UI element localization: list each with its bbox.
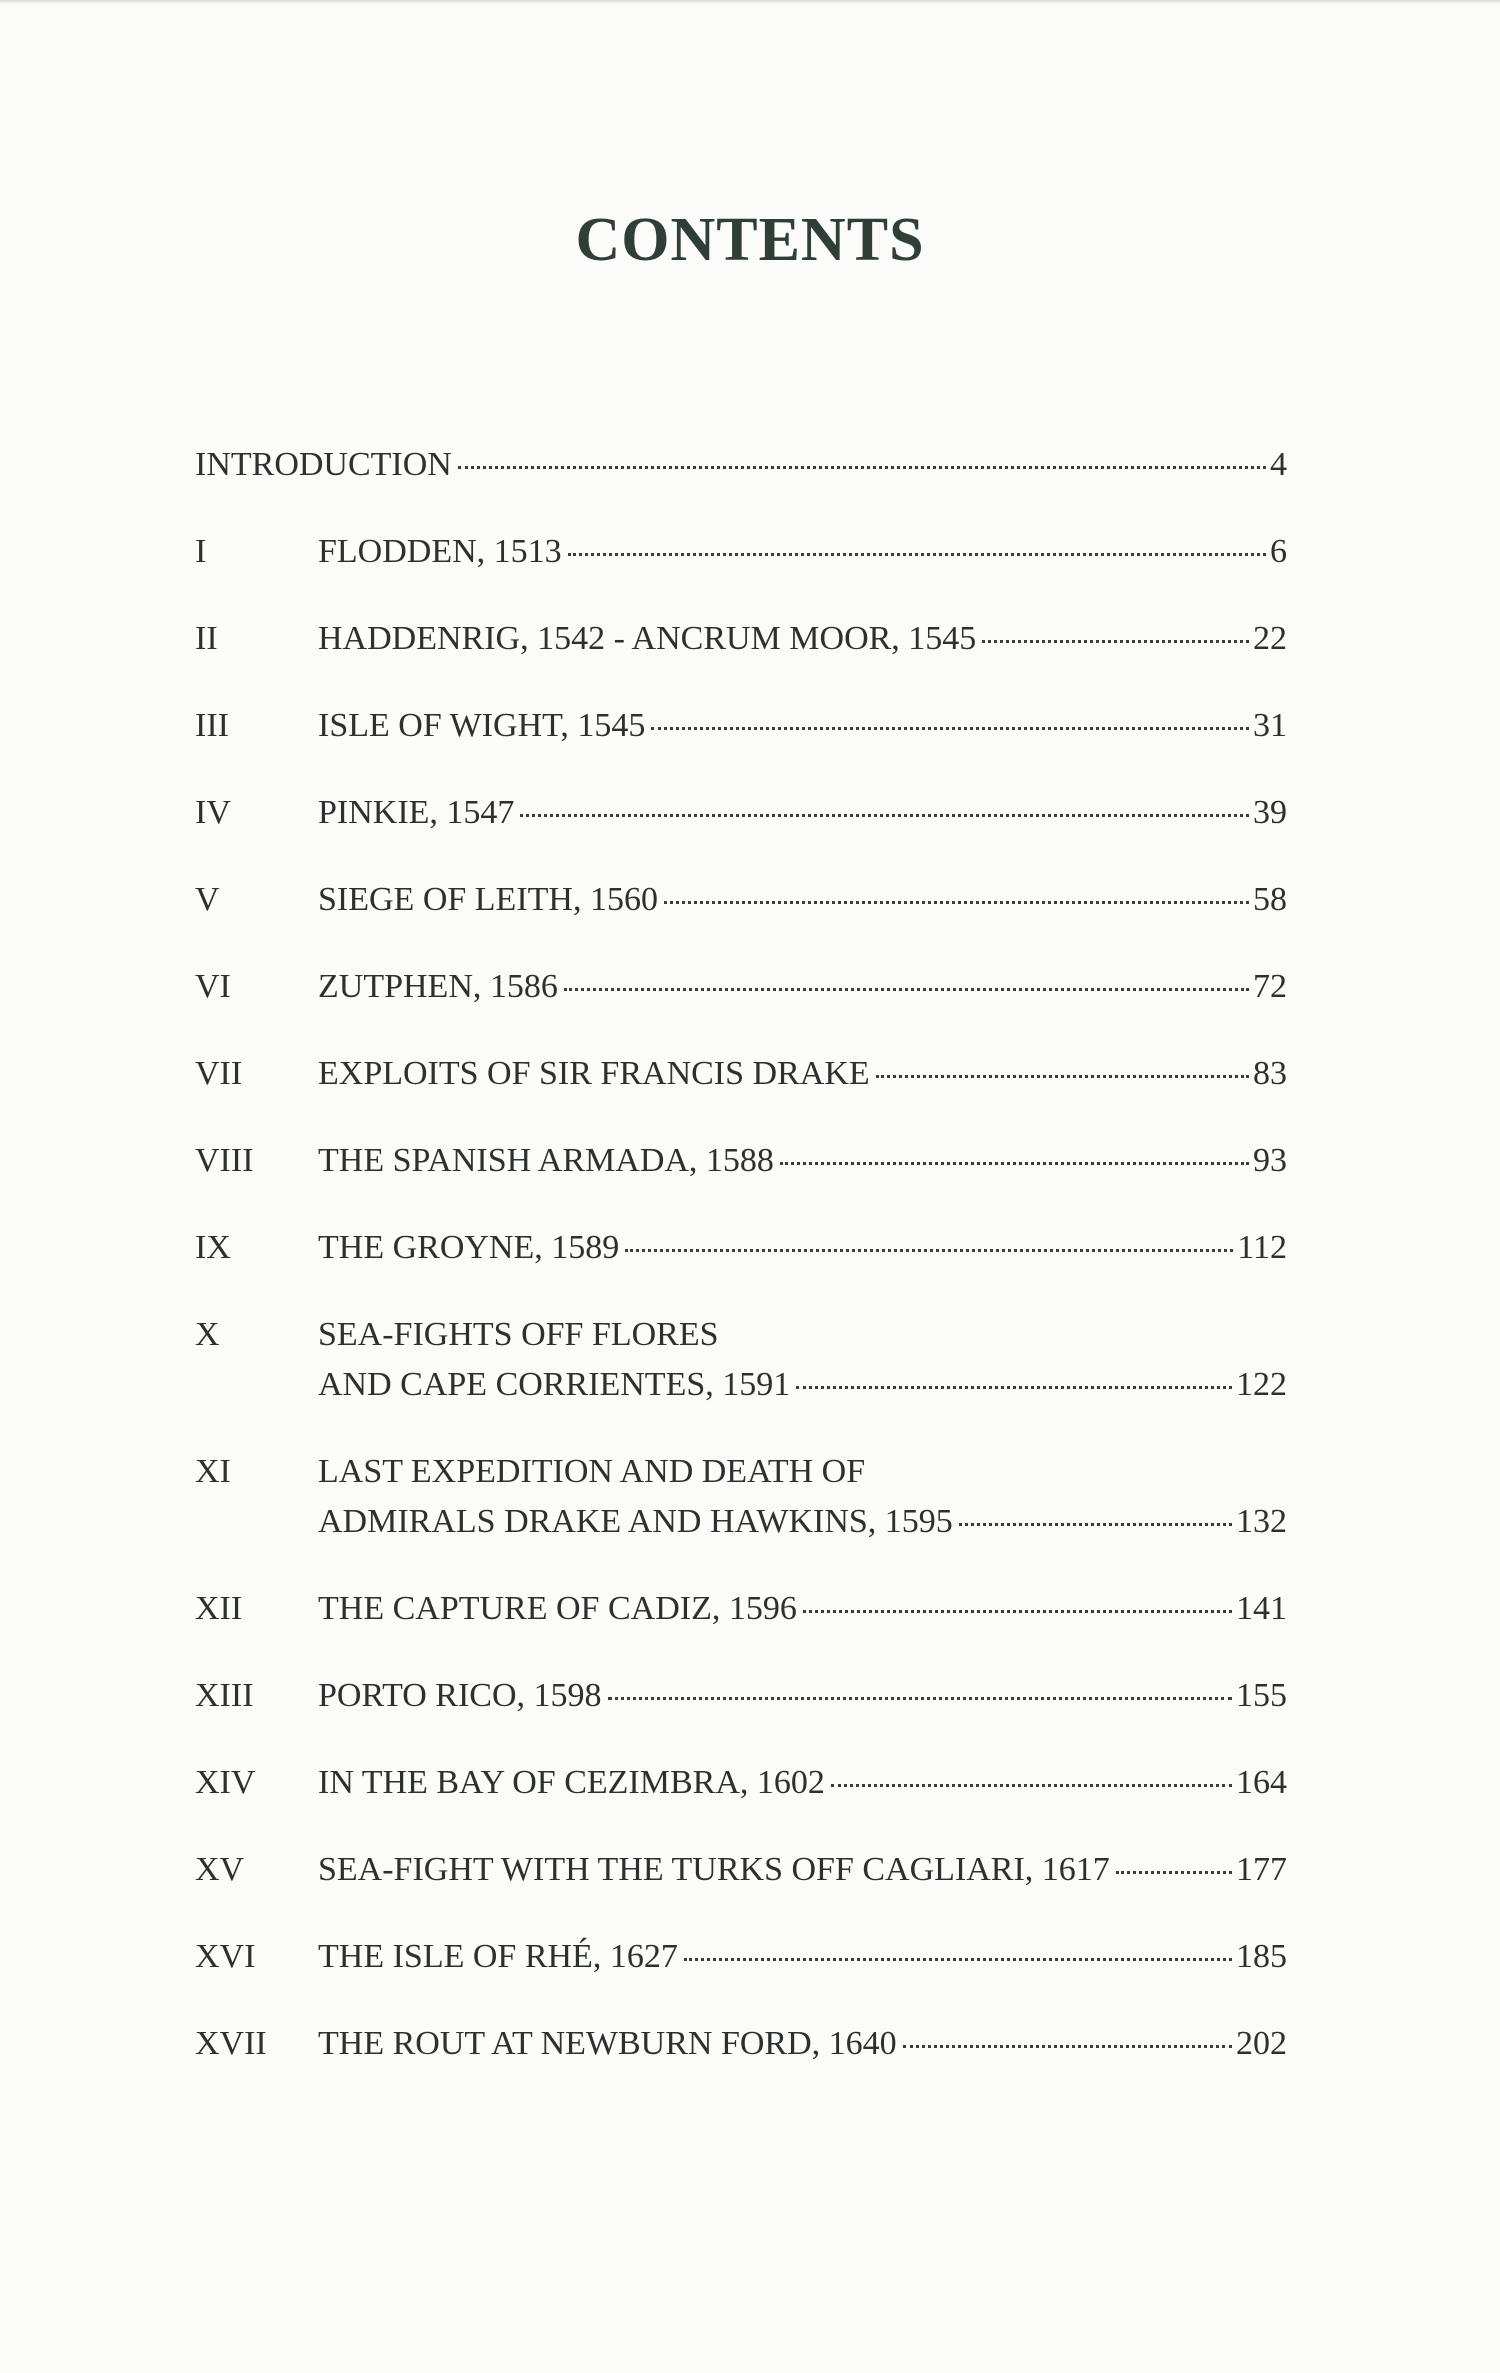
toc-entry-introduction[interactable]: [195, 440, 1287, 490]
toc-page-number: 72: [1253, 968, 1287, 1005]
chapter-numeral: VI: [195, 968, 231, 1005]
chapter-title: THE ROUT AT NEWBURN FORD, 1640: [318, 2025, 897, 2062]
toc-entry-line: [318, 1758, 1287, 1808]
toc-entry-line: [318, 1584, 1287, 1634]
chapter-title: THE GROYNE, 1589: [318, 1229, 620, 1266]
chapter-title-block: [318, 701, 1287, 751]
toc-page-number: 122: [1236, 1366, 1287, 1403]
chapter-numeral: VIII: [195, 1142, 254, 1179]
chapter-title: SEA-FIGHT WITH THE TURKS OFF CAGLIARI, 1617: [318, 1851, 1110, 1888]
chapter-title-block: [318, 1845, 1287, 1895]
toc-entry-line: [318, 875, 1287, 925]
chapter-numeral: X: [195, 1316, 220, 1353]
toc-entry-chapter[interactable]: [195, 1932, 1287, 1982]
chapter-title: AND CAPE CORRIENTES, 1591: [318, 1366, 791, 1403]
dot-leader: [876, 1074, 1249, 1078]
chapter-title: SEA-FIGHTS OFF FLORES: [318, 1316, 719, 1353]
chapter-numeral: II: [195, 620, 218, 657]
toc-entry-line: [318, 1932, 1287, 1982]
toc-entry-chapter[interactable]: [195, 788, 1287, 838]
chapter-numeral: XI: [195, 1453, 231, 1490]
chapter-title-block: [318, 614, 1287, 664]
toc-entry-chapter[interactable]: [195, 614, 1287, 664]
dot-leader: [458, 465, 1266, 469]
toc-entry-line: [318, 1310, 1287, 1360]
toc-entry-line: [318, 527, 1287, 577]
chapter-numeral: IV: [195, 794, 231, 831]
dot-leader: [568, 552, 1266, 556]
toc-entry-line: [318, 788, 1287, 838]
chapter-title: LAST EXPEDITION AND DEATH OF: [318, 1453, 866, 1490]
chapter-numeral: XIV: [195, 1764, 256, 1801]
chapter-title: ZUTPHEN, 1586: [318, 968, 558, 1005]
chapter-title: THE CAPTURE OF CADIZ, 1596: [318, 1590, 797, 1627]
dot-leader: [608, 1696, 1232, 1700]
dot-leader: [684, 1957, 1232, 1961]
toc-entry-chapter[interactable]: [195, 1845, 1287, 1895]
chapter-title-block: [318, 962, 1287, 1012]
chapter-title-block: [318, 1932, 1287, 1982]
table-of-contents: [195, 440, 1287, 2106]
dot-leader: [803, 1609, 1232, 1613]
chapter-title: FLODDEN, 1513: [318, 533, 562, 570]
toc-page-number: 202: [1236, 2025, 1287, 2062]
chapter-title: EXPLOITS OF SIR FRANCIS DRAKE: [318, 1055, 870, 1092]
chapter-numeral: IX: [195, 1229, 231, 1266]
toc-entry-line: [318, 1497, 1287, 1547]
toc-page-number: 83: [1253, 1055, 1287, 1092]
dot-leader: [625, 1248, 1233, 1252]
toc-entry-chapter[interactable]: [195, 1223, 1287, 1273]
toc-page-number: 177: [1236, 1851, 1287, 1888]
chapter-numeral: V: [195, 881, 220, 918]
toc-entry-line: [318, 1360, 1287, 1410]
dot-leader: [664, 900, 1249, 904]
dot-leader: [780, 1161, 1249, 1165]
chapter-title-block: [318, 1447, 1287, 1547]
chapter-numeral: III: [195, 707, 229, 744]
toc-page-number: 112: [1237, 1229, 1287, 1266]
chapter-numeral: XIII: [195, 1677, 254, 1714]
chapter-title-block: [318, 788, 1287, 838]
toc-page-number: 31: [1253, 707, 1287, 744]
chapter-title-block: [318, 1223, 1287, 1273]
toc-entry-line: [318, 2019, 1287, 2069]
chapter-title-block: [318, 1584, 1287, 1634]
page-title: CONTENTS: [575, 206, 925, 274]
dot-leader: [831, 1783, 1232, 1787]
toc-page-number: 39: [1253, 794, 1287, 831]
toc-entry-line: [318, 962, 1287, 1012]
toc-page-number: 22: [1253, 620, 1287, 657]
chapter-title: ADMIRALS DRAKE AND HAWKINS, 1595: [318, 1503, 953, 1540]
toc-entry-chapter[interactable]: [195, 1584, 1287, 1634]
toc-entry-chapter[interactable]: [195, 1136, 1287, 1186]
toc-entry-chapter[interactable]: [195, 527, 1287, 577]
chapter-numeral: XVI: [195, 1938, 256, 1975]
toc-entry-chapter[interactable]: [195, 875, 1287, 925]
toc-entry-chapter[interactable]: [195, 701, 1287, 751]
toc-entry-line: [318, 1845, 1287, 1895]
chapter-title-block: [318, 1136, 1287, 1186]
chapter-title-block: [318, 1049, 1287, 1099]
toc-page-number: 155: [1236, 1677, 1287, 1714]
toc-entry-line: [318, 1049, 1287, 1099]
toc-entry-line: [318, 1447, 1287, 1497]
chapter-title-block: [318, 1671, 1287, 1721]
chapter-numeral: XV: [195, 1851, 245, 1888]
dot-leader: [982, 639, 1249, 643]
chapter-numeral: XII: [195, 1590, 243, 1627]
toc-page-number: 93: [1253, 1142, 1287, 1179]
toc-entry-title: INTRODUCTION: [195, 446, 452, 483]
toc-page-number: 4: [1270, 446, 1287, 483]
toc-entry-chapter[interactable]: [195, 1671, 1287, 1721]
dot-leader: [903, 2044, 1232, 2048]
chapter-title-block: [318, 527, 1287, 577]
chapter-title-block: [318, 1758, 1287, 1808]
chapter-title: SIEGE OF LEITH, 1560: [318, 881, 658, 918]
dot-leader: [959, 1522, 1232, 1526]
toc-entry-line: [318, 1223, 1287, 1273]
dot-leader: [564, 987, 1249, 991]
toc-page-number: 6: [1270, 533, 1287, 570]
toc-entry-line: [318, 1671, 1287, 1721]
chapter-title-block: [318, 875, 1287, 925]
chapter-title: PINKIE, 1547: [318, 794, 515, 831]
chapter-title: ISLE OF WIGHT, 1545: [318, 707, 646, 744]
toc-page-number: 185: [1236, 1938, 1287, 1975]
toc-page-number: 58: [1253, 881, 1287, 918]
dot-leader: [651, 726, 1249, 730]
chapter-numeral: XVII: [195, 2025, 267, 2062]
toc-entry-chapter[interactable]: [195, 1049, 1287, 1099]
toc-entry-chapter[interactable]: [195, 1447, 1287, 1547]
toc-entry-chapter[interactable]: [195, 1310, 1287, 1410]
toc-page-number: 141: [1236, 1590, 1287, 1627]
chapter-title-block: [318, 2019, 1287, 2069]
toc-page-number: 164: [1236, 1764, 1287, 1801]
chapter-title: IN THE BAY OF CEZIMBRA, 1602: [318, 1764, 825, 1801]
chapter-title-block: [318, 1310, 1287, 1410]
toc-entry-chapter[interactable]: [195, 2019, 1287, 2069]
chapter-title: THE ISLE OF RHÉ, 1627: [318, 1938, 678, 1975]
toc-page-number: 132: [1236, 1503, 1287, 1540]
chapter-title: PORTO RICO, 1598: [318, 1677, 602, 1714]
toc-entry-line: [195, 440, 1287, 490]
toc-entry-line: [318, 614, 1287, 664]
dot-leader: [1116, 1870, 1232, 1874]
chapter-numeral: VII: [195, 1055, 243, 1092]
toc-entry-line: [318, 701, 1287, 751]
toc-entry-chapter[interactable]: [195, 962, 1287, 1012]
toc-entry-chapter[interactable]: [195, 1758, 1287, 1808]
chapter-numeral: I: [195, 533, 207, 570]
chapter-title: THE SPANISH ARMADA, 1588: [318, 1142, 774, 1179]
dot-leader: [796, 1385, 1232, 1389]
toc-entry-line: [318, 1136, 1287, 1186]
chapter-title: HADDENRIG, 1542 - ANCRUM MOOR, 1545: [318, 620, 977, 657]
dot-leader: [520, 813, 1249, 817]
